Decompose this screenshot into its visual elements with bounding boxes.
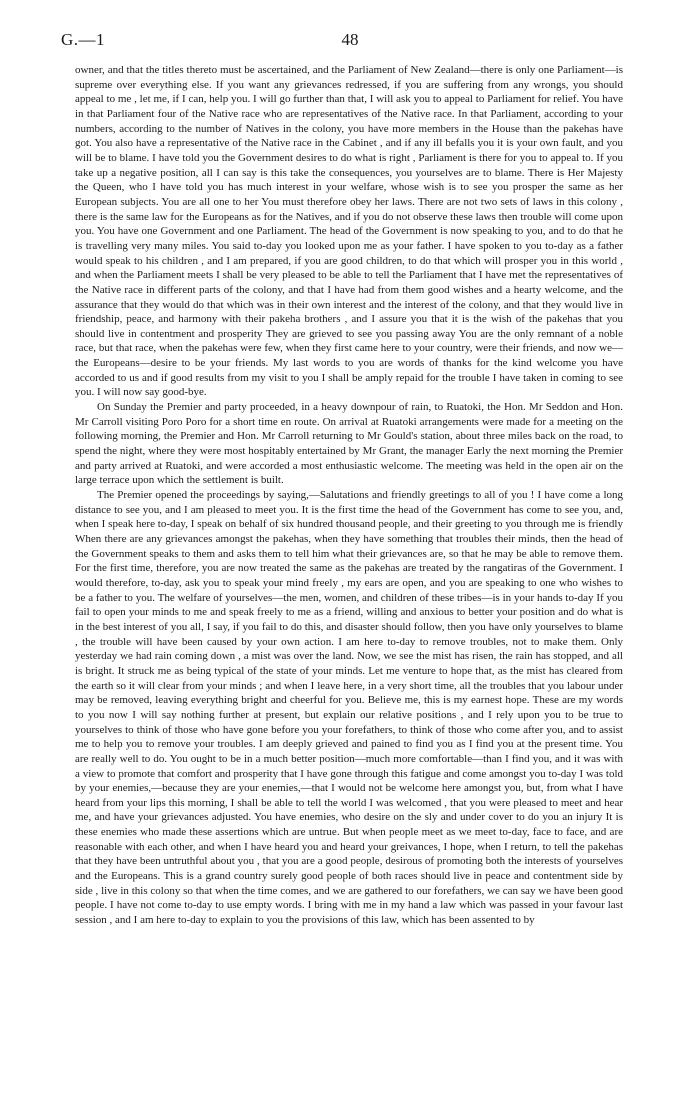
page-header	[0, 30, 700, 52]
paragraph-ruatoki-arrival: On Sunday the Premier and party proceeded, in a heavy downpour of rain, to Ruatoki, the Hon. Mr Seddon and Hon. Mr Carroll visiting Poro Poro for a short time en route. On arrival at Ruatoki arrangements were made for a meeting on the following morning, the Premier and Hon. Mr Carroll returning to Mr Gould's station, about three miles back on the road, to spend the night, where they were most hospitably entertained by Mr Grant, the manager Early the next morning the Premier and party arrived at Ruatoki, and were accorded a most enthusiastic welcome. The meeting was held in the open air on the large terrace upon which the settlement is built.	[75, 401, 623, 487]
document-identifier: G.—1	[61, 30, 106, 49]
page-number: 48	[341, 30, 359, 49]
paragraph-speech-continuation: owner, and that the titles thereto must be ascertained, and the Parliament of New Zealand—there is only one Parliament—is supreme over everything else. If you want any grievances redressed, if you are suffering from any wrongs, you should appeal to me , let me, if I can, help you. I will go further than that, I will ask you to appeal to Parliament for relief. You have in that Parliament four of the Native race who are representatives of the Native race. In that Parliament, according to your numbers, according to the number of Natives in the colony, you have more members in the House than the pakehas have got. You also have a representative of the Native race in the Cabinet , and if any ill befalls you it is your own fault, and you will be to blame. I have told you the Government desires to do what is right , Parliament is there for you to appeal to. If you take up a negative position, all I can say is this take the consequences, you yourselves are to blame. There is Her Majesty the Queen, who I have told you has much interest in your welfare, whose wish is to see you prosper the same as her European subjects. You are all one to her You must therefore obey her laws. There are not two sets of laws in this colony , there is the same law for the Europeans as for the Natives, and if you do not observe these laws then trouble will come upon you. You have one Government and one Parliament. The head of the Government is now speaking to you, and to do that he is travelling very many miles. You said to-day you looked upon me as your father. I have spoken to you to-day as a father would speak to his children , and I am prepared, if you are good children, to do that which will prosper you in this world , and when the Parliament meets I shall be very pleased to be able to tell the Parliament that I have met the representatives of the Native race in different parts of the colony, and that I have had from them good wishes and a hearty welcome, and the assurance that they would do that which was in their own interest and the interest of the colony, and that they would live in friendship, peace, and harmony with their pakeha brothers , and I assure you that it is the wish of the pakehas that you should live in contentment and prosperity They are grieved to see you passing away You are the only remnant of a noble race, but that race, when the pakehas were few, when they first came here to your country, were their friends, and now we—the Europeans—desire to be your friends. My last words to you are words of thanks for the kind welcome you have accorded to us and if good results from my visit to you I shall be amply repaid for the trouble I have taken in coming to see you. I will now say good-bye.	[75, 64, 623, 399]
body-text	[75, 63, 623, 928]
paragraph-premier-address: The Premier opened the proceedings by saying,—Salutations and friendly greetings to all of you ! I have come a long distance to see you, and I am pleased to meet you. It is the first time the head of the Government has come to see you, and, when I speak here to-day, I speak on behalf of six hundred thousand people, and their greeting to you through me is friendly When there are any grievances amongst the pakehas, when they have something that troubles their minds, then the head of the Government speaks to them and asks them to tell him what their grievances are, so that he may be able to remove them. For the first time, therefore, you are now treated the same as the pakehas are treated by the rangatiras of the Government. I would therefore, to-day, ask you to speak your mind freely , my ears are open, and you are speaking to one who wishes to be a father to you. The welfare of yourselves—the men, women, and children of these tribes—is in your hands to-day If you fail to open your minds to me and speak freely to me as a friend, willing and anxious to better your position and do what is in the best interest of you all, I say, if you fail to do this, and disaster should follow, then you have only yourselves to blame , the trouble will have been caused by your own action. I am here to-day to remove troubles, not to make them. Only yesterday we had rain coming down , a mist was over the land. Now, we see the mist has risen, the rain has stopped, and all is bright. It struck me as being typical of the state of your minds. Let me venture to hope that, as the mist has cleared from the earth so it will clear from your minds ; and when I leave here, in a very short time, all the troubles that you labour under may be removed, leaving everything bright and cheerful for you. Believe me, this is my earnest hope. These are my words to you now I will say nothing further at present, but explain our relative positions , and I rely upon you to be true to yourselves to think of those who have gone before you your forefathers, to think of those who come after you, and to assist me to help you to remove your troubles. I am deeply grieved and pained to find you as I find you at the present time. You are really well to do. You ought to be in a much better position—much more comfortable—than I find you, and it was with a view to promote that comfort and prosperity that I have gone through this fatigue and come amongst you to-day I was told by your enemies,—because they are your enemies,—that I would not be welcome here amongst you, but, from what I have heard from your lips this morning, I shall be able to tell the world I was welcomed , that you were pleased to meet and hear me, and have your grievances adjusted. You have enemies, who desire on the sly and under cover to do you an injury It is these enemies who made these assertions which are untrue. But when people meet as we meet to-day, face to face, and are reasonable with each other, and when I have heard you and heard your greivances, I hope, when I return, to tell the pakehas that they have been untruthful about you , that you are a good people, desirous of promoting both the interests of yourselves and the Europeans. This is a grand country surely good people of both races should live in peace and contentment side by side , live in this colony so that when the time comes, and we are gathered to our forefathers, we can say we have been good people. I have not come to-day to use empty words. I bring with me in my hand a law which was passed in your favour last session , and I am here to-day to explain to you the provisions of this law, which has been assented to by	[75, 489, 623, 927]
